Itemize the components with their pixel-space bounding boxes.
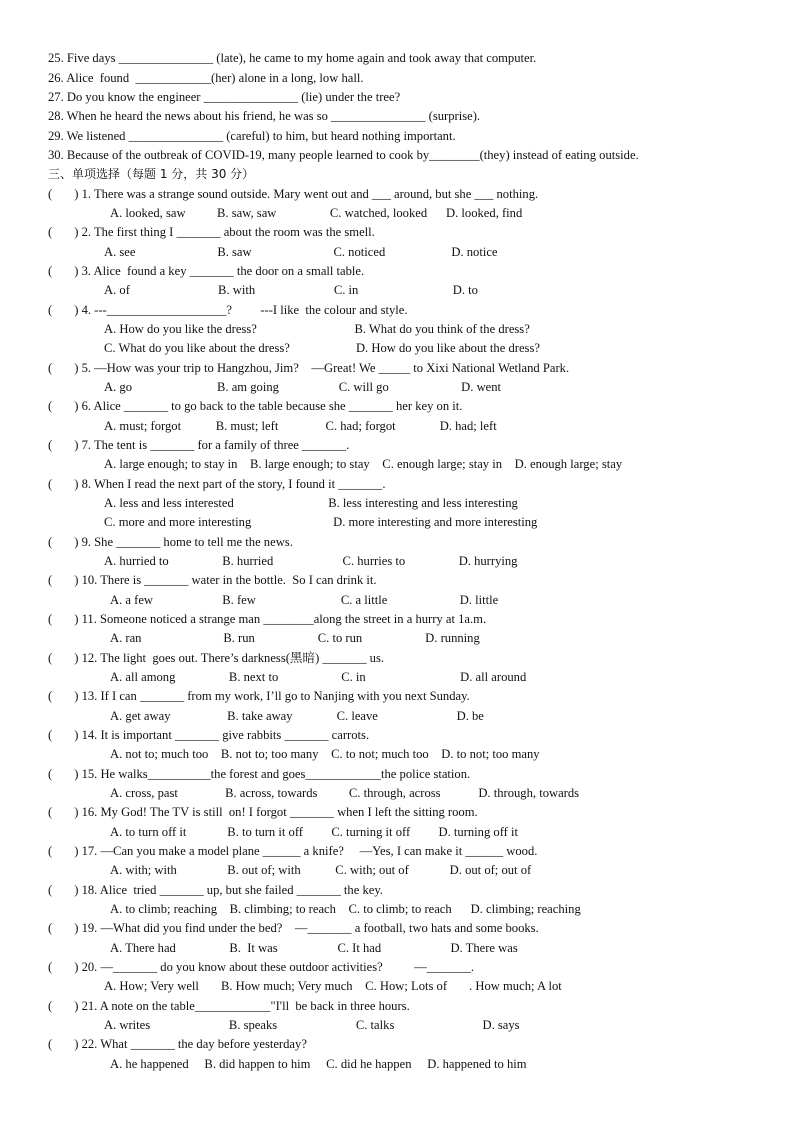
question-29: 29. We listened _______________ (careful) to him, but heard nothing important. [48,129,456,143]
mc-question-3: ( ) 3. Alice found a key _______ the door on a small table. [48,264,365,278]
mc-question-4: ( ) 4. ---___________________? ---I like the colour and style. [48,303,408,317]
mc-options-17: A. with; with B. out of; with C. with; out of D. out of; out of [110,863,532,877]
mc-options-15: A. cross, past B. across, towards C. through, across D. through, towards [110,786,580,800]
mc-options-8a: A. less and less interested B. less interesting and less interesting [104,496,518,510]
mc-options-2: A. see B. saw C. noticed D. notice [104,245,498,259]
question-26: 26. Alice found ____________(her) alone in a long, low hall. [48,71,364,85]
mc-options-21: A. writes B. speaks C. talks D. says [104,1018,520,1032]
mc-options-10: A. a few B. few C. a little D. little [110,593,499,607]
mc-options-4b: C. What do you like about the dress? D. How do you like about the dress? [104,341,540,355]
mc-options-1: A. looked, saw B. saw, saw C. watched, looked D. looked, find [110,206,523,220]
mc-question-14: ( ) 14. It is important _______ give rabbits _______ carrots. [48,728,370,742]
mc-question-9: ( ) 9. She _______ home to tell me the news. [48,535,293,549]
mc-question-18: ( ) 18. Alice tried _______ up, but she failed _______ the key. [48,883,383,897]
mc-question-16: ( ) 16. My God! The TV is still on! I forgot _______ when I left the sitting room. [48,805,478,819]
mc-question-15: ( ) 15. He walks__________the forest and goes____________the police station. [48,767,471,781]
mc-question-7: ( ) 7. The tent is _______ for a family of three _______. [48,438,350,452]
mc-options-16: A. to turn off it B. to turn it off C. turning it off D. turning off it [110,825,519,839]
mc-options-9: A. hurried to B. hurried C. hurries to D. hurrying [104,554,518,568]
mc-question-22: ( ) 22. What _______ the day before yesterday? [48,1037,307,1051]
mc-options-18: A. to climb; reaching B. climbing; to reach C. to climb; to reach D. climbing; reaching [110,902,581,916]
question-30: 30. Because of the outbreak of COVID-19, many people learned to cook by________(they) instead of eating outside. [48,148,639,162]
mc-question-10: ( ) 10. There is _______ water in the bottle. So I can drink it. [48,573,377,587]
mc-question-21: ( ) 21. A note on the table____________"I'll be back in three hours. [48,999,410,1013]
mc-options-12: A. all among B. next to C. in D. all around [110,670,527,684]
mc-options-11: A. ran B. run C. to run D. running [110,631,480,645]
mc-question-6: ( ) 6. Alice _______ to go back to the table because she _______ her key on it. [48,399,463,413]
mc-options-20: A. How; Very well B. How much; Very much C. How; Lots of . How much; A lot [104,979,562,993]
mc-question-13: ( ) 13. If I can _______ from my work, I’ll go to Nanjing with you next Sunday. [48,689,470,703]
mc-question-5: ( ) 5. —How was your trip to Hangzhou, Jim? —Great! We _____ to Xixi National Wetland Park. [48,361,570,375]
mc-question-20: ( ) 20. —_______ do you know about these outdoor activities? —_______. [48,960,475,974]
mc-options-3: A. of B. with C. in D. to [104,283,478,297]
mc-options-14: A. not to; much too B. not to; too many C. to not; much too D. to not; too many [110,747,540,761]
mc-question-17: ( ) 17. —Can you make a model plane ______ a knife? —Yes, I can make it ______ wood. [48,844,538,858]
mc-question-12: ( ) 12. The light goes out. There’s darkness(黑暗) _______ us. [48,651,385,665]
mc-question-11: ( ) 11. Someone noticed a strange man ________along the street in a hurry at 1a.m. [48,612,487,626]
question-25: 25. Five days _______________ (late), he came to my home again and took away that computer. [48,51,537,65]
mc-question-19: ( ) 19. —What did you find under the bed? —_______ a football, two hats and some books. [48,921,539,935]
mc-options-5: A. go B. am going C. will go D. went [104,380,502,394]
mc-question-2: ( ) 2. The first thing I _______ about the room was the smell. [48,225,375,239]
mc-options-7: A. large enough; to stay in B. large enough; to stay C. enough large; stay in D. enough large; stay [104,457,623,471]
mc-options-4a: A. How do you like the dress? B. What do you think of the dress? [104,322,530,336]
mc-options-6: A. must; forgot B. must; left C. had; forgot D. had; left [104,419,497,433]
section-heading: 三、单项选择（每题 1 分，共 30 分） [48,167,255,181]
question-28: 28. When he heard the news about his friend, he was so _______________ (surprise). [48,109,481,123]
mc-options-13: A. get away B. take away C. leave D. be [110,709,484,723]
mc-options-19: A. There had B. It was C. It had D. There was [110,941,518,955]
mc-question-1: ( ) 1. There was a strange sound outside. Mary went out and ___ around, but she ___ nothing. [48,187,539,201]
mc-options-8b: C. more and more interesting D. more interesting and more interesting [104,515,538,529]
question-27: 27. Do you know the engineer _______________ (lie) under the tree? [48,90,401,104]
mc-question-8: ( ) 8. When I read the next part of the story, I found it _______. [48,477,386,491]
mc-options-22: A. he happened B. did happen to him C. did he happen D. happened to him [110,1057,527,1071]
